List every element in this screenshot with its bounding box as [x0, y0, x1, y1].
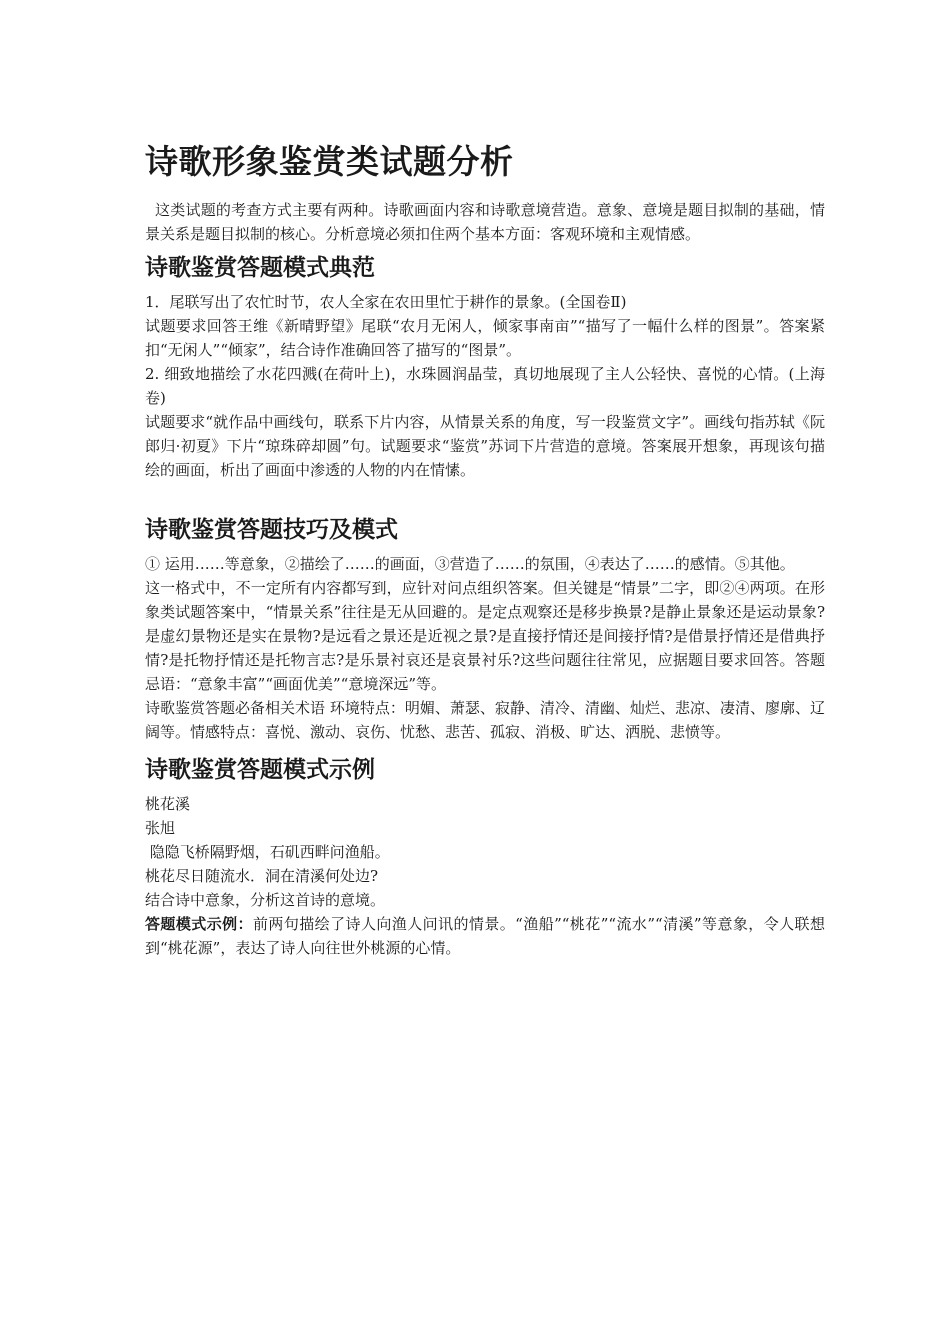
- intro-paragraph: 这类试题的考查方式主要有两种。诗歌画面内容和诗歌意境营造。意象、意境是题目拟制的基础，情景关系是题目拟制的核心。分析意境必须扣住两个基本方面：客观环境和主观情感。: [145, 201, 825, 243]
- section-heading-model: 诗歌鉴赏答题模式典范: [145, 255, 375, 281]
- section-heading-example: 诗歌鉴赏答题模式示例: [145, 757, 375, 783]
- poem-line-1: 隐隐飞桥隔野烟，石矶西畔问渔船。: [145, 843, 390, 861]
- poem-title: 桃花溪: [145, 795, 191, 813]
- poem-line-2: 桃花尽日随流水．洞在清溪何处边?: [145, 867, 379, 885]
- document-title: 诗歌形象鉴赏类试题分析: [145, 142, 514, 181]
- section1-paragraph-1: 1．尾联写出了农忙时节，农人全家在农田里忙于耕作的景象。(全国卷Ⅱ): [145, 293, 627, 311]
- section1-paragraph-4: 试题要求“就作品中画线句，联系下片内容，从情景关系的角度，写一段鉴赏文字”。画线句指苏轼《阮郎归·初夏》下片“琼珠碎却圆”句。试题要求“鉴赏”苏词下片营造的意境。答案展开想象，再现该句描绘的画面，析出了画面中渗透的人物的内在情愫。: [145, 413, 825, 479]
- poem-author: 张旭: [145, 819, 176, 837]
- section1-paragraph-3: 2. 细致地描绘了水花四溅(在荷叶上)，水珠圆润晶莹，真切地展现了主人公轻快、喜悦的心情。(上海卷): [145, 365, 825, 407]
- section2-paragraph-2: 这一格式中，不一定所有内容都写到，应针对问点组织答案。但关键是“情景”二字，即②④两项。在形象类试题答案中，“情景关系”往往是无从回避的。是定点观察还是移步换景?是静止景象还是运动景象?是虚幻景物还是实在景物?是远看之景还是近视之景?是直接抒情还是间接抒情?是借景抒情还是借典抒情?是托物抒情还是托物言志?是乐景衬哀还是哀景衬乐?这些问题往往常见，应据题目要求回答。答题忌语：“意象丰富”“画面优美”“意境深远”等。: [145, 579, 825, 693]
- section-heading-techniques: 诗歌鉴赏答题技巧及模式: [145, 517, 398, 543]
- section1-paragraph-2: 试题要求回答王维《新晴野望》尾联“农月无闲人，倾家事南亩”“描写了一幅什么样的图景”。答案紧扣“无闲人”“倾家”，结合诗作准确回答了描写的“图景”。: [145, 317, 825, 359]
- answer-label: 答题模式示例: [145, 915, 238, 933]
- section2-paragraph-1: ① 运用……等意象，②描绘了……的画面，③营造了……的氛围，④表达了……的感情。⑤其他。: [145, 555, 795, 573]
- answer-colon: ：: [237, 915, 253, 933]
- section2-paragraph-3: 诗歌鉴赏答题必备相关术语 环境特点：明媚、萧瑟、寂静、清冷、清幽、灿烂、悲凉、凄清、廖廓、辽阔等。情感特点：喜悦、激动、哀伤、忧愁、悲苦、孤寂、消极、旷达、洒脱、悲愤等。: [145, 699, 825, 741]
- example-answer: [145, 912, 825, 960]
- answer-text: 前两句描绘了诗人向渔人问讯的情景。“渔船”“桃花”“流水”“清溪”等意象，令人联想到“桃花源”，表达了诗人向往世外桃源的心情。: [145, 915, 825, 957]
- document-page: [145, 138, 825, 960]
- example-question: 结合诗中意象，分析这首诗的意境。: [145, 891, 386, 909]
